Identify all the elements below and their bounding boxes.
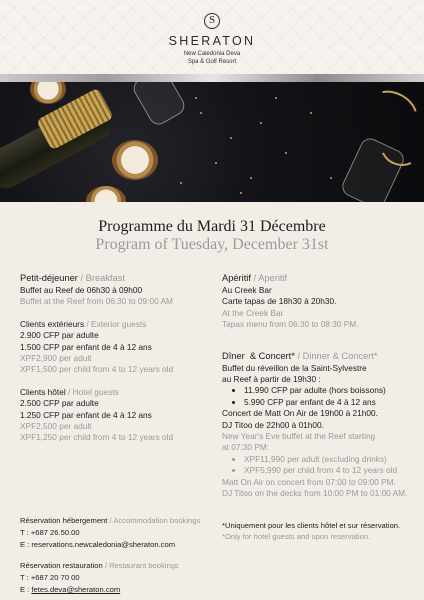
list-item: • XPF11,990 per adult (excluding drinks) <box>244 454 417 465</box>
list-item: • XPF5,990 per child from 4 to 12 years old <box>244 465 417 476</box>
silver-divider <box>0 74 424 82</box>
footnote-fr: *Uniquement pour les clients hôtel et sur réservation. <box>222 521 401 530</box>
heading-separator: / <box>65 386 73 397</box>
hotel-child-price-en: XPF1,250 per child from 4 to 12 years old <box>20 432 174 443</box>
aperitif-heading-fr: Apéritif <box>222 273 251 283</box>
hotel-adult-price-en: XPF2,500 per adult <box>20 421 92 432</box>
accommodation-label-fr: Réservation hébergement <box>20 516 108 525</box>
external-guests-heading-en: Exterior guests <box>91 318 147 329</box>
hotel-guests-heading <box>20 387 215 398</box>
header-banner <box>0 0 424 74</box>
external-adult-price-fr: 2.900 CFP par adulte <box>20 330 99 341</box>
restaurant-email-prefix: E : <box>20 585 32 594</box>
dinner-prices-fr <box>222 385 417 408</box>
aperitif-menu-fr: Carte tapas de 18h30 à 20h30. <box>222 296 337 307</box>
sparkle <box>250 177 252 179</box>
dinner-heading <box>222 350 417 363</box>
breakfast-heading-fr: Petit-déjeuner <box>20 273 78 283</box>
heading-separator: / <box>77 273 86 283</box>
glass-image <box>130 82 188 128</box>
restaurant-label <box>20 560 220 572</box>
heading-separator: / <box>84 318 92 329</box>
dinner-heading-en: Dinner & Concert* <box>302 350 378 361</box>
brand-subtitle-line1: New Caledonia Deva <box>183 51 241 57</box>
sparkle <box>180 182 182 184</box>
sparkle <box>275 97 277 99</box>
contacts-block <box>20 515 220 596</box>
restaurant-email-line <box>20 584 220 596</box>
breakfast-heading-en: Breakfast <box>85 273 125 283</box>
brand-subtitle <box>0 51 424 66</box>
dinner-heading-fr: Dîner & Concert* <box>222 350 295 361</box>
aperitif-heading <box>222 272 417 285</box>
right-column <box>222 272 417 500</box>
restaurant-label-fr: Réservation restauration <box>20 561 103 570</box>
restaurant-email-link[interactable]: fetes.deva@sheraton.com <box>31 585 121 594</box>
breakfast-line-fr: Buffet au Reef de 06h30 à 09h00 <box>20 285 143 295</box>
breakfast-heading <box>20 272 215 285</box>
sparkle <box>215 162 217 164</box>
dinner-intro2-fr: au Reef à partir de 19h30 : <box>222 374 321 385</box>
list-item: • 5.990 CFP par enfant de 4 à 12 ans <box>244 397 417 408</box>
external-child-price-en: XPF1,500 per child from 4 to 12 years old <box>20 364 174 375</box>
brand-name: SHERATON <box>168 34 256 48</box>
heading-separator: / <box>294 350 303 361</box>
dinner-intro1-en: New Year's Eve buffet at the Reef starting <box>222 431 376 442</box>
sparkle <box>285 152 287 154</box>
accommodation-label <box>20 515 220 527</box>
sparkle <box>330 177 332 179</box>
breakfast-line-en: Buffet at the Reef from 06:30 to 09:00 AM <box>20 296 173 307</box>
dinner-concert-en: Matt On Air on concert from 07:00 to 09:00 PM. <box>222 476 396 487</box>
sparkle <box>200 112 202 114</box>
hotel-guests-heading-fr: Clients hôtel <box>20 386 66 397</box>
dinner-prices-en <box>222 454 417 477</box>
page-title-en: Program of Tuesday, December 31st <box>95 236 329 253</box>
accommodation-email[interactable]: E : reservations.newcaledonia@sheraton.com <box>20 540 176 549</box>
hotel-guests-heading-en: Hotel guests <box>72 386 119 397</box>
dinner-intro2-en: at 07:30 PM: <box>222 442 270 453</box>
accommodation-phone[interactable]: T : +687 26.50.00 <box>20 528 80 537</box>
page-title-fr: Programme du Mardi 31 Décembre <box>98 218 326 235</box>
sheraton-logo-icon: S <box>204 13 220 29</box>
hotel-adult-price-fr: 2.500 CFP par adulte <box>20 398 99 409</box>
footnote-en: *Only for hotel guests and upon reservation. <box>222 532 371 541</box>
sparkle <box>195 97 197 99</box>
external-guests-heading-fr: Clients extérieurs <box>20 318 85 329</box>
sparkle <box>310 112 312 114</box>
restaurant-phone[interactable]: T : +687 20 70 00 <box>20 573 80 582</box>
aperitif-venue-en: At the Creek Bar <box>222 307 284 318</box>
hotel-child-price-fr: 1.250 CFP par enfant de 4 à 12 ans <box>20 409 152 420</box>
restaurant-label-en: Restaurant bookings <box>109 561 179 570</box>
footnote <box>222 520 417 542</box>
tart-image <box>112 140 158 180</box>
dinner-dj-fr: DJ Titoo de 22h00 à 01h00. <box>222 419 324 430</box>
sparkle <box>260 122 262 124</box>
external-guests-heading <box>20 319 215 330</box>
list-item: • 11.990 CFP par adulte (hors boissons) <box>244 385 417 396</box>
dinner-intro1-fr: Buffet du réveillon de la Saint-Sylvestre <box>222 362 367 373</box>
hero-image <box>0 82 424 202</box>
aperitif-venue-fr: Au Creek Bar <box>222 285 272 295</box>
heading-separator: / <box>102 561 110 570</box>
aperitif-heading-en: Aperitif <box>258 273 288 283</box>
external-adult-price-en: XPF2,900 per adult <box>20 353 92 364</box>
sparkle <box>240 192 242 194</box>
accommodation-label-en: Accommodation bookings <box>113 516 201 525</box>
heading-separator: / <box>107 516 114 525</box>
dinner-dj-en: DJ Titoo on the decks from 10:00 PM to 01:00 AM. <box>222 488 408 499</box>
tart-image <box>86 186 126 202</box>
dinner-concert-fr: Concert de Matt On Air de 19h00 à 21h00. <box>222 408 378 419</box>
sparkle <box>230 137 232 139</box>
heading-separator: / <box>250 273 259 283</box>
brand-subtitle-line2: Spa & Golf Resort <box>187 58 237 65</box>
external-child-price-fr: 1.500 CFP par enfant de 4 à 12 ans <box>20 341 152 352</box>
aperitif-menu-en: Tapas menu from 06:30 to 08:30 PM. <box>222 319 359 330</box>
tart-image <box>30 82 66 104</box>
left-column <box>20 272 215 444</box>
